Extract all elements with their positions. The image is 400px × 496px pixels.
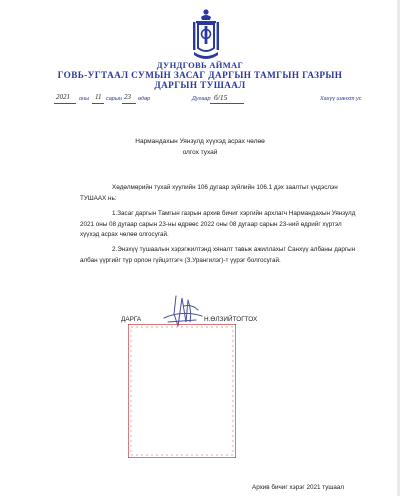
body-item-2: 2.Энэхүү тушаалын хэрэгжилтэнд хяналт тавьж ажиллахыг Санхүү албаны даргын албан үүргийг түр орлон гүйцэтгэгч (З.Урангилэг)-т үүрэг болгосугай. — [80, 246, 356, 264]
date-day: 23 — [124, 93, 131, 101]
date-month-suffix: сарын — [106, 96, 122, 102]
date-year: 2021 — [56, 93, 70, 101]
province-heading: ДУНДГОВЬ АЙМАГ — [156, 60, 244, 70]
number-label: Дугаар — [192, 96, 211, 102]
date-day-underline — [122, 103, 136, 104]
number-value: б/15 — [214, 93, 228, 102]
office-heading: ГОВЬ-УГТААЛ СУМЫН ЗАСАГ ДАРГЫН ТАМГЫН ГАЗРЫН — [57, 70, 343, 80]
emblem-icon — [192, 8, 220, 60]
body-preamble: Хөдөлмөрийн тухай хуулийн 106 дугаар зүйлийн 106.1 дэх заалтыг үндэслэн ТУШААХ нь: — [80, 184, 338, 202]
signatory-title: ДАРГА — [121, 316, 142, 323]
date-month-underline — [92, 103, 104, 104]
date-year-underline — [54, 103, 76, 104]
number-underline — [210, 103, 244, 104]
document-type-heading: ДАРГЫН ТУШААЛ — [154, 80, 246, 90]
date-month: 11 — [95, 93, 102, 101]
archive-footer-note: Архив бичиг хэрэг 2021 тушаал — [252, 484, 345, 491]
margin-border-line — [128, 324, 236, 458]
subject-line-2: олгох тухай — [182, 149, 218, 156]
signatory-name: Н.ӨЛЗИЙТОГТОХ — [204, 316, 258, 323]
date-day-suffix: өдөр — [138, 96, 151, 102]
issuing-place: Хахүү шанхт ус — [320, 96, 362, 102]
body-item-1: 1.Засаг даргын Тамгын газрын архив бичиг хэргийн архлагч Нармандахын Уянзулд 2021 оны 08 дугаар сарын 23-ны өдрөөс 2022 оны 08 дугаар сарын 23-ний өдрийг хүртэл хүүхэд асрах чөлөө олгосугай. — [80, 210, 356, 239]
subject-line-1: Нармандахын Уянзулд хүүхэд асрах чөлөө — [135, 138, 265, 145]
date-year-suffix: оны — [79, 96, 90, 102]
